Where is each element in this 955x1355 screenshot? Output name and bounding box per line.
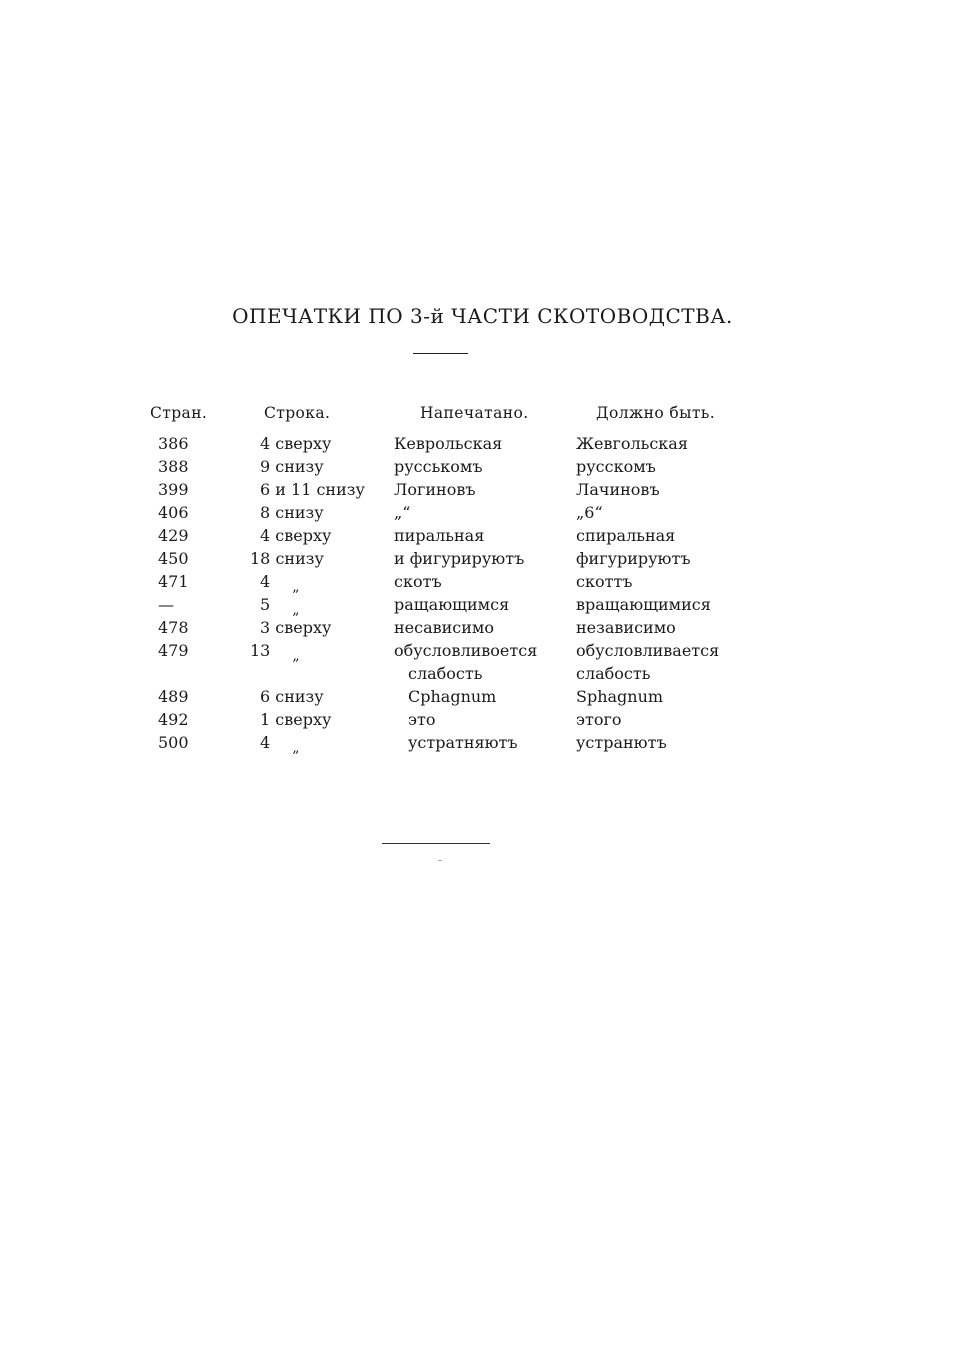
- table-row: [148, 639, 748, 685]
- end-divider: [382, 843, 490, 844]
- row-page: 450: [158, 549, 189, 568]
- row-printed: Кеврольская: [394, 434, 503, 453]
- row-printed: „“: [394, 503, 411, 522]
- line-number: 5: [260, 595, 271, 614]
- row-printed: Cphagnum: [408, 687, 497, 706]
- row-correct: русскомъ: [576, 457, 656, 476]
- row-printed: ращающимся: [394, 595, 510, 614]
- row-line: 3 сверху: [260, 618, 332, 637]
- row-page: 478: [158, 618, 189, 637]
- table-row: [148, 616, 748, 639]
- line-number: 4: [260, 572, 271, 591]
- row-correct: этого: [576, 710, 622, 729]
- row-line: 1 сверху: [260, 710, 332, 729]
- row-printed: Логиновъ: [394, 480, 476, 499]
- header-line: Строка.: [264, 404, 331, 422]
- table-row: [148, 432, 748, 455]
- row-line: 9 снизу: [260, 457, 324, 476]
- row-correct: скоттъ: [576, 572, 633, 591]
- row-page: 500: [158, 733, 189, 752]
- row-printed: несависимо: [394, 618, 495, 637]
- row-correct: Sphagnum: [576, 687, 664, 706]
- printed-line-1: обусловливоется: [394, 641, 538, 660]
- row-printed: это: [408, 710, 436, 729]
- ditto-mark: „: [292, 648, 300, 664]
- row-page: —: [158, 595, 174, 614]
- ditto-mark: „: [292, 740, 300, 756]
- table-row: [148, 547, 748, 570]
- row-page: 406: [158, 503, 189, 522]
- page-title: ОПЕЧАТКИ ПО 3-й ЧАСТИ СКОТОВОДСТВА.: [232, 304, 733, 328]
- row-printed: устратняютъ: [408, 733, 518, 752]
- row-correct: вращающимися: [576, 595, 711, 614]
- row-page: 479: [158, 641, 189, 660]
- table-row: [148, 570, 748, 593]
- row-line: 6 снизу: [260, 687, 324, 706]
- correct-line-2: слабость: [576, 664, 651, 683]
- row-correct: „6“: [576, 503, 603, 522]
- table-row: [148, 455, 748, 478]
- row-page: 429: [158, 526, 189, 545]
- row-page: 471: [158, 572, 189, 591]
- line-number: 4: [260, 733, 271, 752]
- row-page: 388: [158, 457, 189, 476]
- header-page: Стран.: [150, 404, 208, 422]
- header-correct: Должно быть.: [596, 404, 716, 422]
- table-row: [148, 593, 748, 616]
- row-printed: скотъ: [394, 572, 442, 591]
- header-printed: Напечатано.: [420, 404, 529, 422]
- row-line: 6 и 11 снизу: [260, 480, 365, 499]
- row-line: [244, 731, 400, 756]
- row-correct: устранютъ: [576, 733, 667, 752]
- row-page: 489: [158, 687, 189, 706]
- table-row: [148, 501, 748, 524]
- row-correct: [576, 639, 751, 685]
- row-line: 4 сверху: [260, 434, 332, 453]
- errata-table: [148, 400, 748, 754]
- row-line: 4 сверху: [260, 526, 332, 545]
- table-row: [148, 685, 748, 708]
- row-page: 386: [158, 434, 189, 453]
- table-row: [148, 731, 748, 754]
- row-printed: и фигурируютъ: [394, 549, 525, 568]
- row-line: 18 снизу: [250, 549, 324, 568]
- title-divider: [413, 353, 468, 354]
- row-line: [244, 593, 400, 618]
- row-printed: пиральная: [394, 526, 485, 545]
- printed-line-2: слабость: [408, 664, 483, 683]
- row-line: [244, 570, 400, 595]
- row-correct: Жевгольская: [576, 434, 688, 453]
- row-page: 399: [158, 480, 189, 499]
- row-correct: Лачиновъ: [576, 480, 660, 499]
- line-number: 13: [250, 641, 271, 660]
- row-line: 8 снизу: [260, 503, 324, 522]
- table-row: [148, 524, 748, 547]
- row-correct: фигурируютъ: [576, 549, 691, 568]
- ditto-mark: „: [292, 602, 300, 618]
- row-line: [234, 639, 390, 664]
- correct-line-1: обусловливается: [576, 641, 720, 660]
- row-correct: независимо: [576, 618, 676, 637]
- ditto-mark: „: [292, 579, 300, 595]
- row-printed: русськомъ: [394, 457, 483, 476]
- table-row: [148, 478, 748, 501]
- end-divider-mark: [438, 860, 442, 861]
- row-correct: спиральная: [576, 526, 676, 545]
- row-page: 492: [158, 710, 189, 729]
- table-header: [148, 400, 748, 432]
- row-printed: [394, 639, 564, 685]
- table-row: [148, 708, 748, 731]
